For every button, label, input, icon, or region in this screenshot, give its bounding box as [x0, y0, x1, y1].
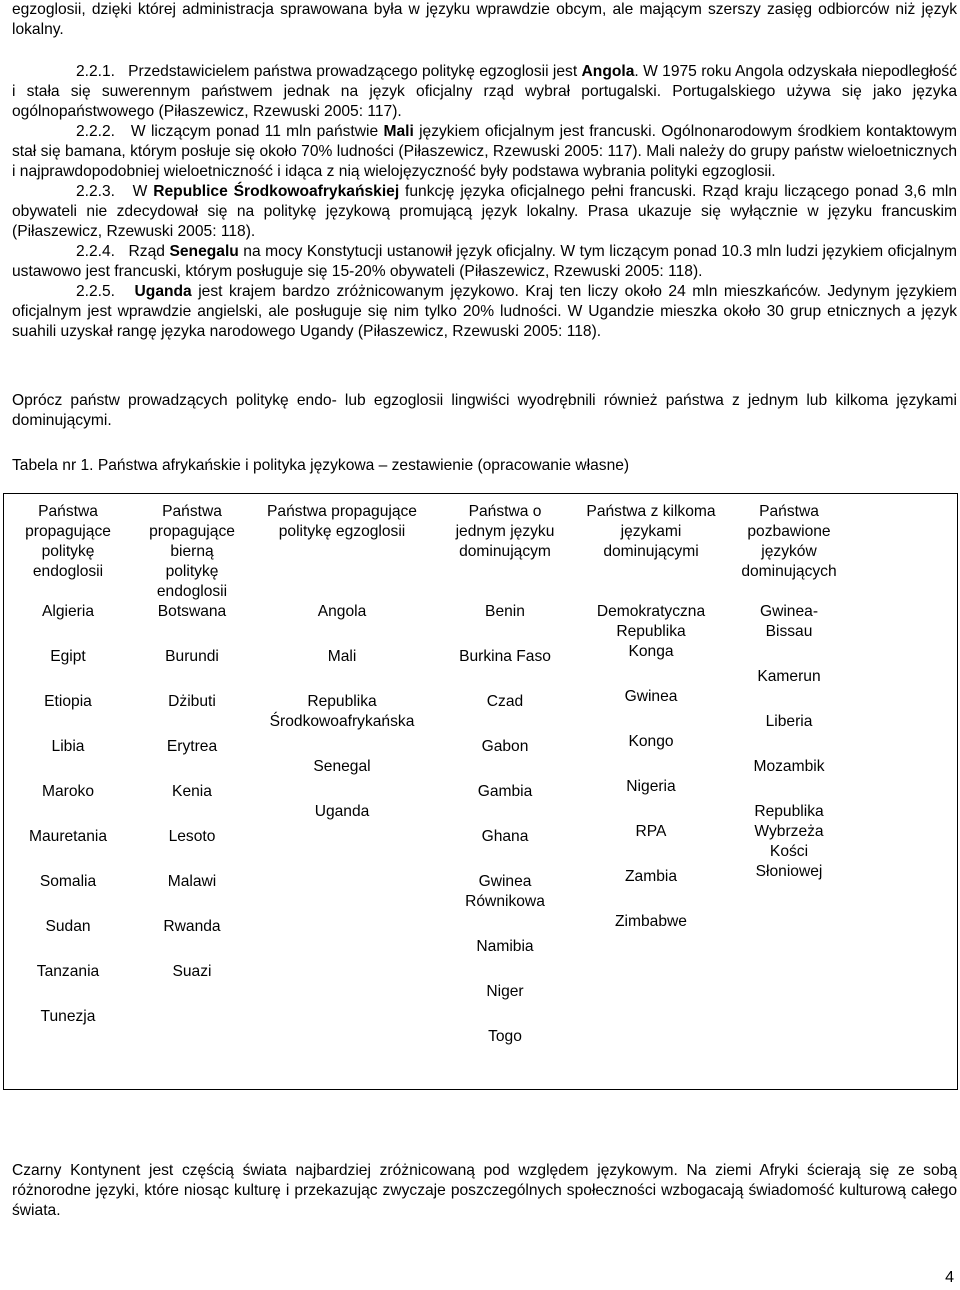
- table-cell: Togo: [488, 1028, 522, 1045]
- section-mali: [12, 122, 957, 182]
- table-cell: RPA: [635, 823, 667, 840]
- country-name: Senegalu: [169, 243, 239, 260]
- table-cell: Kongo: [628, 733, 674, 750]
- table-cell: Dżibuti: [168, 693, 216, 710]
- section-text-post: językiem oficjalnym jest francuski. Ogólnonarodowym środkiem kontaktowym stał się bamana, którym posłuje się około 70% ludności (Piłaszewicz, Rzewuski 2005: 117). Mali należy do grupy państw wieloetnicznych i najprawdopodobniej wieloetniczność i idąca z nią wielojęzyczność były podstawa wybrania polityki egzoglosii.: [12, 123, 958, 180]
- table-cell: Liberia: [765, 713, 813, 730]
- section-number: 2.2.4.: [76, 243, 116, 260]
- table-cell: Botswana: [157, 603, 227, 620]
- section-text-post: . W 1975 roku Angola odzyskała niepodległość i stała się suwerennym państwem jednak na język oficjalny rząd wybrał portugalski. Portugalskiego używa się jako języka ogólnopaństwowego (Piłaszewicz, Rzewuski 2005: 117).: [12, 63, 957, 120]
- table-header: Państwa z kilkoma językami dominującymi: [586, 503, 716, 560]
- table-cell: Kamerun: [757, 668, 821, 685]
- section-text-pre: W liczącym ponad 11 mln państwie: [130, 123, 384, 140]
- table-caption: Tabela nr 1. Państwa afrykańskie i polityka językowa – zestawienie (opracowanie własne): [12, 457, 630, 474]
- section-text-pre: Rząd: [128, 243, 170, 260]
- table-column-no-dominant: [724, 502, 854, 887]
- table-cell: Gwinea-Bissau: [759, 603, 819, 640]
- table-column-endoglosia: [4, 502, 132, 1052]
- table-cell: Zimbabwe: [615, 913, 687, 930]
- table-cell: Demokratyczna Republika Konga: [596, 603, 706, 660]
- table-header: Państwa o jednym języku dominującym: [455, 503, 555, 560]
- table-cell: Malawi: [167, 873, 217, 890]
- table-cell: Burundi: [165, 648, 219, 665]
- table-cell: Gambia: [477, 783, 533, 800]
- section-number: 2.2.1.: [76, 63, 116, 80]
- paragraph-oprocz: Oprócz państw prowadzących politykę endo- lub egzoglosii lingwiści wyodrębnili również państwa z jednym lub kilkoma językami dominującymi.: [12, 392, 957, 429]
- table-cell: Czad: [486, 693, 524, 710]
- table-cell: Tanzania: [36, 963, 100, 980]
- section-number: 2.2.2.: [76, 123, 116, 140]
- section-rca: [12, 182, 957, 242]
- section-text-post: jest krajem bardzo zróżnicowanym językowo. Kraj ten liczy około 24 mln mieszkańców. Jedynym językiem oficjalnym jest wprawdzie angielski, ale posługuje się nim tylko 20% ludności. W Ugandzie mieszka około 30 grup etnicznych a język suahili uzyskał rangę języka narodowego Ugandy (Piłaszewicz, Rzewuski 2005: 118).: [12, 283, 957, 340]
- table-cell: Nigeria: [626, 778, 676, 795]
- table-cell: Tunezja: [40, 1008, 96, 1025]
- table-cell: Rwanda: [163, 918, 221, 935]
- table-cell: Angola: [317, 603, 367, 620]
- intro-paragraph: egzoglosii, dzięki której administracja sprawowana była w języku wprawdzie obcym, ale mającym szerszy zasięg odbiorców niż język lokalny.: [12, 1, 957, 38]
- table-cell: Egipt: [50, 648, 86, 665]
- table-cell: Libia: [51, 738, 85, 755]
- table-cell: Zambia: [625, 868, 677, 885]
- section-text-post: na mocy Konstytucji ustanowił język oficjalny. W tym liczącym ponad 10.3 mln ludzi językiem oficjalnym ustawowo jest francuski, którym posługuje się 15-20% obywateli (Piłaszewicz, Rzewuski 2005: 118).: [12, 243, 957, 280]
- section-list: [12, 62, 957, 342]
- table-column-passive-endoglosia: [132, 502, 252, 1007]
- country-name: Uganda: [134, 283, 192, 300]
- section-text-post: funkcję języka oficjalnego pełni francuski. Rząd kraju liczącego ponad 3,6 mln obywateli nie zdecydował się na politykę językową promującą język lokalny. Prasa ukazuje się wyłącznie w języku francuskim (Piłaszewicz, Rzewuski 2005: 118).: [12, 183, 957, 240]
- table-cell: Suazi: [172, 963, 212, 980]
- table-cell: Gwinea Równikowa: [465, 873, 545, 910]
- country-name: Republice Środkowoafrykańskiej: [153, 183, 400, 200]
- table-header: Państwa pozbawione języków dominujących: [741, 503, 837, 580]
- table-column-several-dominant: [578, 502, 724, 957]
- table-cell: Mozambik: [753, 758, 825, 775]
- table-cell: Republika Środkowoafrykańska: [269, 693, 415, 730]
- table-cell: Gwinea: [624, 688, 678, 705]
- countries-table: [3, 493, 958, 1090]
- table-cell: Somalia: [39, 873, 97, 890]
- table-cell: Ghana: [481, 828, 529, 845]
- table-cell: Uganda: [314, 803, 370, 820]
- table-cell: Benin: [485, 603, 525, 620]
- country-name: Mali: [383, 123, 414, 140]
- section-number: 2.2.3.: [76, 183, 116, 200]
- page-number: 4: [945, 1269, 954, 1286]
- table-column-egzoglosia: [252, 502, 432, 847]
- table-header: Państwa propagujące politykę egzoglosii: [267, 503, 417, 540]
- section-text-pre: Przedstawicielem państwa prowadzącego politykę egzoglosii jest: [128, 63, 582, 80]
- table-column-one-dominant: [432, 502, 578, 1072]
- table-cell: Mali: [327, 648, 357, 665]
- table-cell: Senegal: [313, 758, 371, 775]
- section-senegal: [12, 242, 957, 282]
- table-cell: Burkina Faso: [459, 648, 551, 665]
- table-cell: Lesoto: [168, 828, 216, 845]
- section-uganda: [12, 282, 957, 342]
- closing-paragraph: Czarny Kontynent jest częścią świata najbardziej zróżnicowaną pod względem językowym. Na ziemi Afryki ścierają się ze sobą różnorodne języki, które niosąc kulturę i przekazując zwyczaje poszczególnych społeczności wzbogacają świadomość kulturową całego świata.: [12, 1162, 957, 1219]
- table-cell: Gabon: [481, 738, 529, 755]
- table-cell: Mauretania: [28, 828, 107, 845]
- table-cell: Sudan: [45, 918, 91, 935]
- table-cell: Kenia: [172, 783, 212, 800]
- table-cell: Namibia: [476, 938, 534, 955]
- table-header: Państwa propagujące politykę endoglosii: [25, 503, 111, 580]
- table-cell: Algieria: [41, 603, 94, 620]
- section-angola: [12, 62, 957, 122]
- country-name: Angola: [581, 63, 635, 80]
- section-number: 2.2.5.: [76, 283, 116, 300]
- table-cell: Maroko: [42, 783, 94, 800]
- section-text-pre: W: [132, 183, 154, 200]
- table-header: Państwa propagujące bierną politykę endoglosii: [149, 503, 235, 600]
- table-cell: Niger: [486, 983, 524, 1000]
- table-cell: Republika Wybrzeża Kości Słoniowej: [754, 803, 824, 880]
- table-cell: Erytrea: [166, 738, 218, 755]
- table-cell: Etiopia: [44, 693, 92, 710]
